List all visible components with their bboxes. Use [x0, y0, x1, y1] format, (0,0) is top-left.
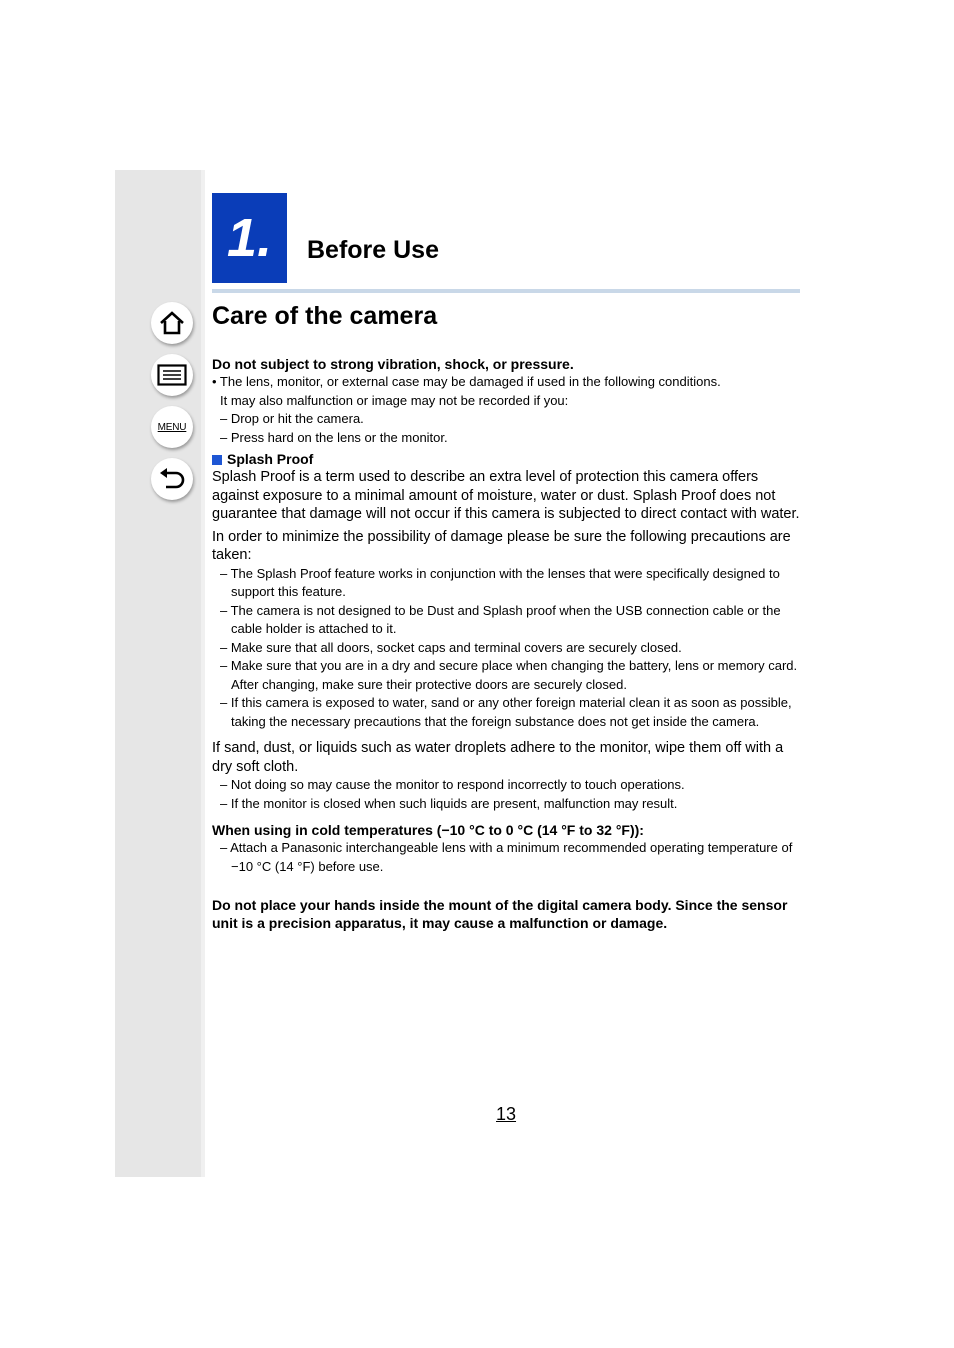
chapter-number-box — [212, 193, 287, 283]
vibration-bullet: • The lens, monitor, or external case may be damaged if used in the following conditions. — [212, 374, 721, 389]
list-item: – Make sure that you are in a dry and secure place when changing the battery, lens or memory card. After changing, make sure their protective doors are securely closed. — [220, 658, 798, 692]
vibration-bullet-cont: It may also malfunction or image may not be recorded if you: — [220, 392, 569, 408]
vibration-heading: Do not subject to strong vibration, shock, or pressure. — [212, 356, 574, 372]
contents-button[interactable] — [151, 354, 193, 396]
chapter-title: Before Use — [307, 236, 439, 264]
splash-heading — [212, 450, 800, 468]
menu-icon: MENU — [157, 421, 187, 433]
back-button[interactable] — [151, 458, 193, 500]
list-item: – Drop or hit the camera. — [220, 411, 364, 426]
home-icon — [158, 310, 186, 336]
splash-para-2: In order to minimize the possibility of damage please be sure the following precautions are taken: — [212, 528, 791, 563]
home-button[interactable] — [151, 302, 193, 344]
list-item: – Press hard on the lens or the monitor. — [220, 429, 448, 445]
list-item: – Make sure that all doors, socket caps and terminal covers are securely closed. — [220, 639, 682, 655]
square-bullet-icon — [212, 455, 222, 465]
list-item: – The camera is not designed to be Dust and Splash proof when the USB connection cable or the cable holder is attached to it. — [220, 602, 781, 636]
list-item: – Not doing so may cause the monitor to respond incorrectly to touch operations. — [220, 777, 685, 792]
splash-heading-text: Splash Proof — [227, 451, 314, 467]
menu-button[interactable] — [151, 406, 193, 448]
splash-para-1: Splash Proof is a term used to describe an extra level of protection this camera offers against exposure to a minimal amount of moisture, water or dust. Splash Proof does not guarantee that damage will not occur if this camera is subjected to direct contact with water. — [212, 469, 800, 522]
chapter-number: 1. — [226, 208, 273, 268]
back-icon — [158, 467, 186, 491]
contents-list-icon — [157, 364, 187, 386]
sidebar-edge — [201, 170, 205, 1177]
list-item: – The Splash Proof feature works in conjunction with the lenses that were specifically designed to support this feature. — [220, 565, 780, 599]
page-title: Care of the camera — [212, 302, 438, 330]
mount-warning: Do not place your hands inside the mount of the digital camera body. Since the sensor unit is a precision apparatus, it may cause a malfunction or damage. — [212, 897, 788, 931]
page-number: 13 — [496, 1104, 517, 1124]
list-item: – If this camera is exposed to water, sand or any other foreign material clean it as soon as possible, taking the necessary precautions that the foreign substance does not get inside the camera. — [220, 695, 792, 729]
cold-heading: When using in cold temperatures (−10 °C to 0 °C (14 °F to 32 °F)): — [212, 822, 644, 838]
list-item: – If the monitor is closed when such liquids are present, malfunction may result. — [220, 795, 678, 811]
list-item: – Attach a Panasonic interchangeable lens with a minimum recommended operating temperature of −10 °C (14 °F) before use. — [220, 840, 793, 874]
monitor-para: If sand, dust, or liquids such as water droplets adhere to the monitor, wipe them off with a dry soft cloth. — [212, 740, 784, 775]
page-content — [212, 355, 800, 932]
chapter-divider — [212, 289, 800, 293]
